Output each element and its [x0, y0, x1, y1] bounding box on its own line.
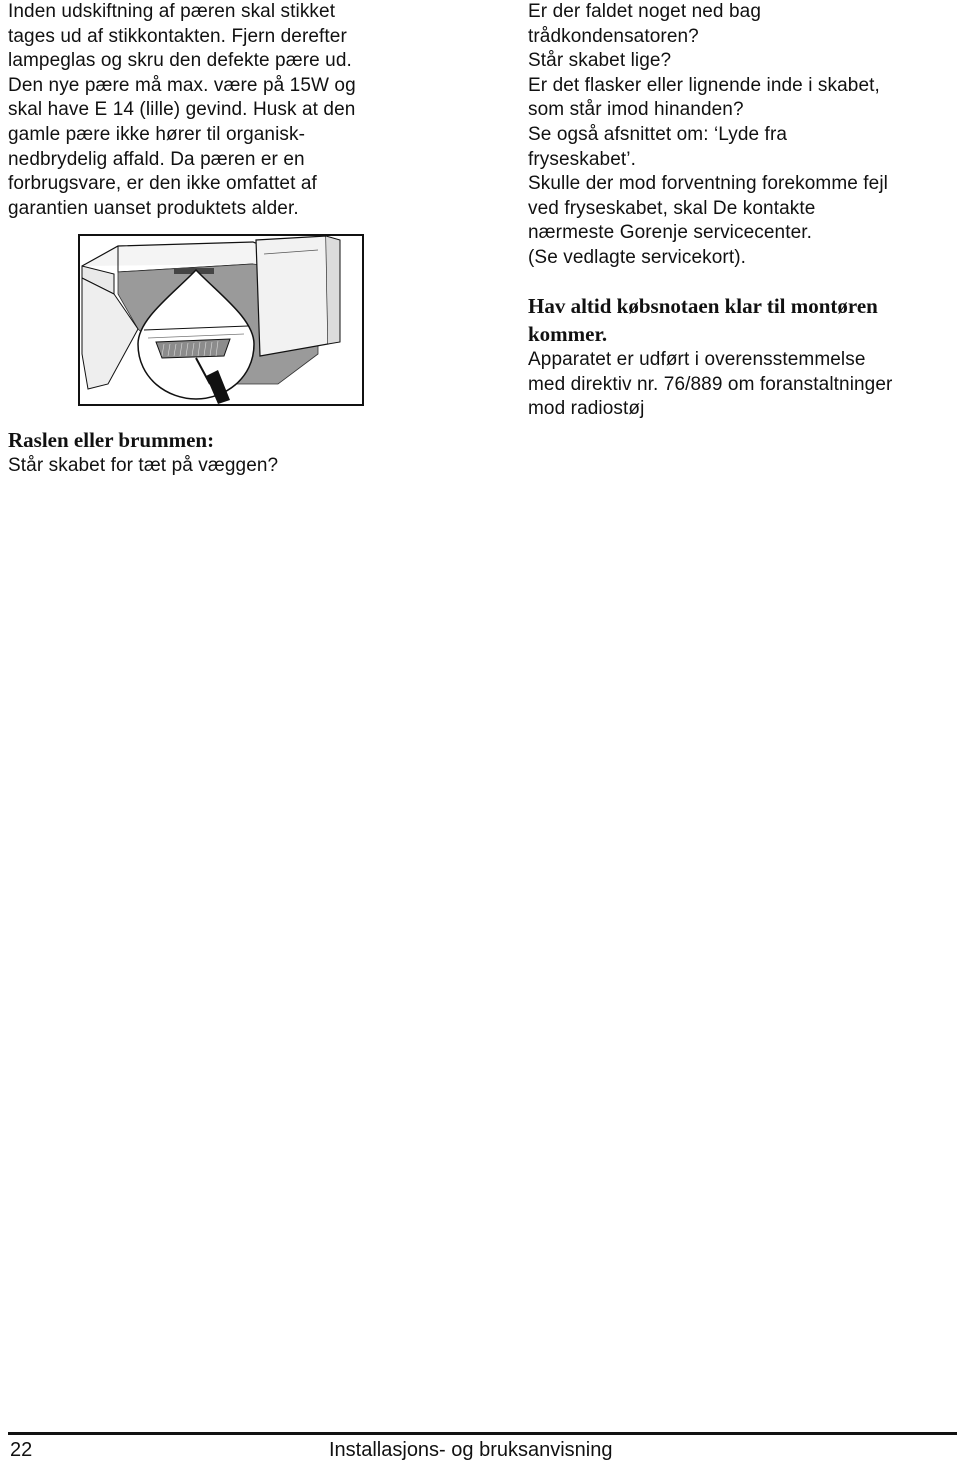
heading-line: kommer.	[528, 322, 608, 346]
right-column	[528, 0, 953, 271]
text-line: nærmeste Gorenje servicecenter.	[528, 222, 812, 244]
text-line: trådkondensatoren?	[528, 25, 699, 47]
text-line: Er det flasker eller lignende inde i skabet,	[528, 74, 880, 96]
footer-title: Installasjons- og bruksanvisning	[329, 1439, 613, 1461]
text-line: ved fryseskabet, skal De kontakte	[528, 197, 816, 219]
text-line: Den nye pære må max. være på 15W og	[8, 74, 356, 96]
text-line: Står skabet for tæt på væggen?	[8, 455, 279, 476]
noise-heading: Raslen eller brummen:	[8, 428, 215, 452]
text-line: Apparatet er udført i overensstemmelse	[528, 349, 866, 370]
text-line: som står imod hinanden?	[528, 99, 744, 121]
left-column	[8, 0, 458, 221]
text-line: med direktiv nr. 76/889 om foranstaltninger	[528, 373, 893, 395]
text-line: skal have E 14 (lille) gevind. Husk at den	[8, 99, 356, 121]
text-line: gamle pære ikke hører til organisk-	[8, 123, 306, 145]
text-line: Skulle der mod forventning forekomme fejl	[528, 173, 888, 195]
text-line: (Se vedlagte servicekort).	[528, 246, 747, 268]
text-line: Er der faldet noget ned bag	[528, 1, 761, 22]
noise-question	[8, 454, 458, 479]
text-line: tages ud af stikkontakten. Fjern derefter	[8, 25, 347, 47]
text-line: forbrugsvare, er den ikke omfattet af	[8, 173, 317, 195]
page-number: 22	[10, 1439, 33, 1461]
receipt-section	[528, 292, 953, 422]
text-line: Se også afsnittet om: ‘Lyde fra	[528, 123, 788, 145]
text-line: fryseskabet’.	[528, 148, 636, 170]
text-line: Står skabet lige?	[528, 50, 672, 72]
noise-section	[8, 426, 458, 479]
directive-paragraph	[528, 348, 953, 422]
text-line: Inden udskiftning af pæren skal stikket	[8, 1, 336, 22]
text-line: lampeglas og skru den defekte pære ud.	[8, 50, 352, 72]
troubleshooting-paragraph	[528, 0, 953, 271]
bulb-replacement-paragraph	[8, 0, 458, 221]
receipt-heading	[528, 292, 953, 348]
lamp-replacement-illustration	[78, 234, 364, 406]
text-line: garantien uanset produktets alder.	[8, 197, 299, 219]
text-line: mod radiostøj	[528, 398, 645, 420]
footer-divider	[8, 1432, 957, 1435]
heading-line: Hav altid købsnotaen klar til montøren	[528, 294, 878, 318]
text-line: nedbrydelig affald. Da pæren er en	[8, 148, 305, 170]
